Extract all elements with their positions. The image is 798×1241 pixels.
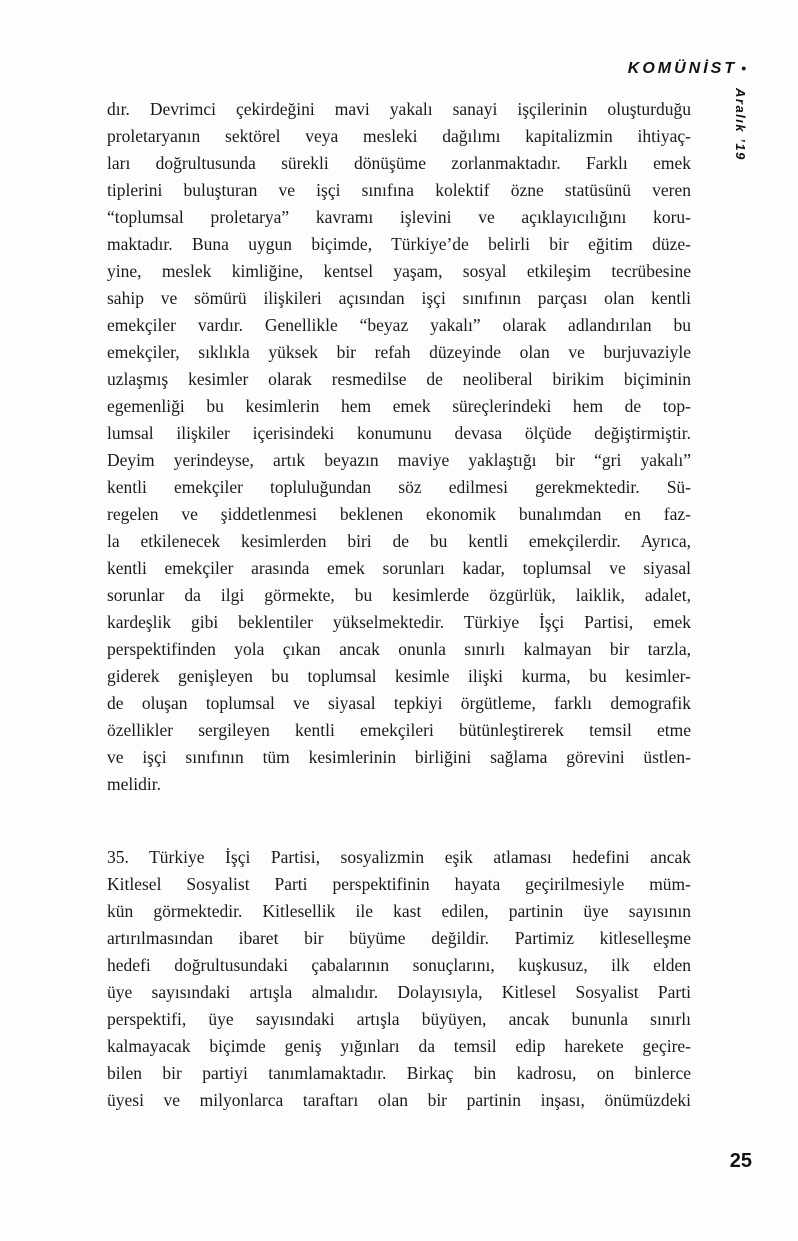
text-line: artırılmasından ibaret bir büyüme değildir. Partimiz kitleselleşme: [107, 928, 691, 948]
text-line: özellikler sergileyen kentli emekçileri bütünleştirerek temsil etme: [107, 720, 691, 740]
text-line: Deyim yerindeyse, artık beyazın maviye yaklaştığı bir “gri yakalı”: [107, 450, 691, 470]
text-line: tiplerini buluşturan ve işçi sınıfına kolektif özne statüsünü veren: [107, 180, 691, 200]
text-line: emekçiler, sıklıkla yüksek bir refah düzeyinde olan ve burjuvaziyle: [107, 342, 691, 362]
text-line: uzlaşmış kesimler olarak resmedilse de neoliberal birikim biçiminin: [107, 369, 691, 389]
page-number: 25: [729, 1150, 752, 1172]
text-line: emekçiler vardır. Genellikle “beyaz yakalı” olarak adlandırılan bu: [107, 315, 691, 335]
text-line: melidir.: [107, 774, 161, 794]
text-line: 35. Türkiye İşçi Partisi, sosyalizmin eşik atlaması hedefini ancak: [107, 847, 691, 867]
text-line: ları doğrultusunda sürekli dönüşüme zorlanmaktadır. Farklı emek: [107, 153, 691, 173]
text-line: ve işçi sınıfının tüm kesimlerinin birliğini sağlama görevini üstlen-: [107, 747, 691, 767]
text-line: kentli emekçiler arasında emek sorunları kadar, toplumsal ve siyasal: [107, 558, 691, 578]
issue-date-label: Aralık ’19: [733, 88, 748, 161]
text-line: sahip ve sömürü ilişkileri açısından işçi sınıfının parçası olan kentli: [107, 288, 691, 308]
text-line: yine, meslek kimliğine, kentsel yaşam, sosyal etkileşim tecrübesine: [107, 261, 691, 281]
text-line: proletaryanın sektörel veya mesleki dağılımı kapitalizmin ihtiyaç-: [107, 126, 691, 146]
text-line: giderek genişleyen bu toplumsal kesimle ilişki kurma, bu kesimler-: [107, 666, 691, 686]
text-line: kentli emekçiler topluluğundan söz edilmesi gerekmektedir. Sü-: [107, 477, 691, 497]
text-line: egemenliği bu kesimlerin hem emek süreçlerindeki hem de top-: [107, 396, 691, 416]
paragraph: [107, 96, 691, 798]
paragraph: [107, 844, 691, 1114]
text-line: dır. Devrimci çekirdeğini mavi yakalı sanayi işçilerinin oluşturduğu: [107, 99, 691, 119]
text-line: de oluşan toplumsal ve siyasal tepkiyi örgütleme, farklı demografik: [107, 693, 691, 713]
text-line: kün görmektedir. Kitlesellik ile kast edilen, partinin üye sayısının: [107, 901, 691, 921]
text-line: üyesi ve milyonlarca taraftarı olan bir partinin inşası, önümüzdeki: [107, 1090, 691, 1110]
text-line: kalmayacak biçimde geniş yığınları da temsil edip harekete geçire-: [107, 1036, 691, 1056]
journal-header: [628, 60, 746, 78]
text-line: perspektifinden yola çıkan ancak onunla sınırlı kalmayan bir tarzla,: [107, 639, 691, 659]
text-line: bilen bir partiyi tanımlamaktadır. Birkaç bin kadrosu, on binlerce: [107, 1063, 691, 1083]
text-line: perspektifi, üye sayısındaki artışla büyüyen, ancak bununla sınırlı: [107, 1009, 691, 1029]
text-line: regelen ve şiddetlenmesi beklenen ekonomik bunalımdan en faz-: [107, 504, 691, 524]
text-line: la etkilenecek kesimlerden biri de bu kentli emekçilerdir. Ayrıca,: [107, 531, 691, 551]
journal-title: KOMÜNİST: [627, 60, 738, 77]
text-line: “toplumsal proletarya” kavramı işlevini ve açıklayıcılığını koru-: [107, 207, 691, 227]
text-line: maktadır. Buna uygun biçimde, Türkiye’de belirli bir eğitim düze-: [107, 234, 691, 254]
text-line: Kitlesel Sosyalist Parti perspektifinin hayata geçirilmesiyle müm-: [107, 874, 691, 894]
text-line: üye sayısındaki artışla almalıdır. Dolayısıyla, Kitlesel Sosyalist Parti: [107, 982, 691, 1002]
text-line: sorunlar da ilgi görmekte, bu kesimlerde özgürlük, laiklik, adalet,: [107, 585, 691, 605]
text-line: hedefi doğrultusundaki çabalarının sonuçlarını, kuşkusuz, ilk elden: [107, 955, 691, 975]
header-bullet-icon: •: [741, 60, 746, 76]
text-line: lumsal ilişkiler içerisindeki konumunu devasa ölçüde değiştirmiştir.: [107, 423, 691, 443]
body-text: [107, 96, 691, 1160]
text-line: kardeşlik gibi beklentiler yükselmektedir. Türkiye İşçi Partisi, emek: [107, 612, 691, 632]
